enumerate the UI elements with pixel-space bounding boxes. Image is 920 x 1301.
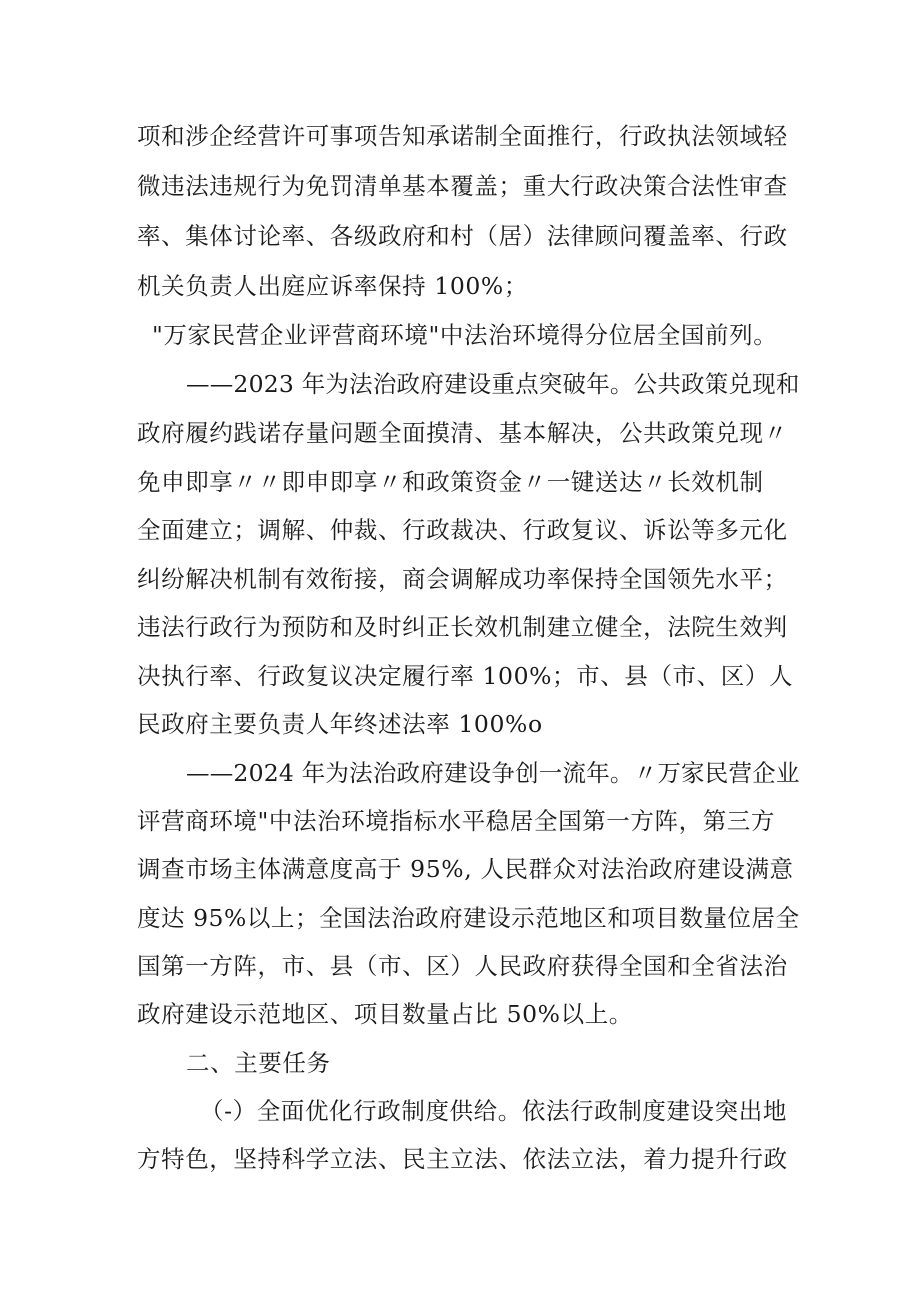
text-line: 微违法违规行为免罚清单基本覆盖；重大行政决策合法性审查 (137, 172, 788, 200)
section-heading: 二、主要任务 (186, 1049, 331, 1077)
text-line: 纠纷解决机制有效衔接，商会调解成功率保持全国领先水平； (137, 565, 788, 593)
text-line: 项和涉企经营许可事项告知承诺制全面推行，行政执法领域轻 (137, 122, 788, 150)
text-line: 评营商环境"中法治环境指标水平稳居全国第一方阵，第三方 (137, 807, 776, 835)
text-line: 度达 95%以上；全国法治政府建设示范地区和项目数量位居全 (137, 904, 800, 932)
text-line: 全面建立；调解、仲裁、行政裁决、行政复议、诉讼等多元化 (137, 516, 788, 544)
subsection-heading: （-）全面优化行政制度供给。依法行政制度建设突出地 (200, 1097, 787, 1125)
text-line: 调查市场主体满意度高于 95%, 人民群众对法治政府建设满意 (137, 855, 794, 883)
text-line: "万家民营企业评营商环境"中法治环境得分位居全国前列。 (152, 321, 778, 349)
text-line: 国第一方阵，市、县（市、区）人民政府获得全国和全省法治 (137, 952, 788, 980)
text-line: 机关负责人出庭应诉率保持 100%； (137, 272, 528, 300)
text-line: 政府履约践诺存量问题全面摸清、基本解决，公共政策兑现〃 (137, 419, 788, 447)
text-line: 方特色，坚持科学立法、民主立法、依法立法，着力提升行政 (137, 1145, 788, 1173)
text-line: ——2024 年为法治政府建设争创一流年。〃万家民营企业 (186, 759, 800, 787)
text-line: 违法行政行为预防和及时纠正长效机制建立健全，法院生效判 (137, 613, 788, 641)
text-line: 决执行率、行政复议决定履行率 100%；市、县（市、区）人 (137, 662, 794, 690)
text-line: 民政府主要负责人年终述法率 100%o (137, 710, 543, 738)
text-line: 率、集体讨论率、各级政府和村（居）法律顾问覆盖率、行政 (137, 222, 788, 250)
text-line: ——2023 年为法治政府建设重点突破年。公共政策兑现和 (186, 370, 800, 398)
text-line: 政府建设示范地区、项目数量占比 50%以上。 (137, 1000, 633, 1028)
text-line: 免申即享〃〃即申即享〃和政策资金〃一键送达〃长效机制 (137, 468, 764, 496)
